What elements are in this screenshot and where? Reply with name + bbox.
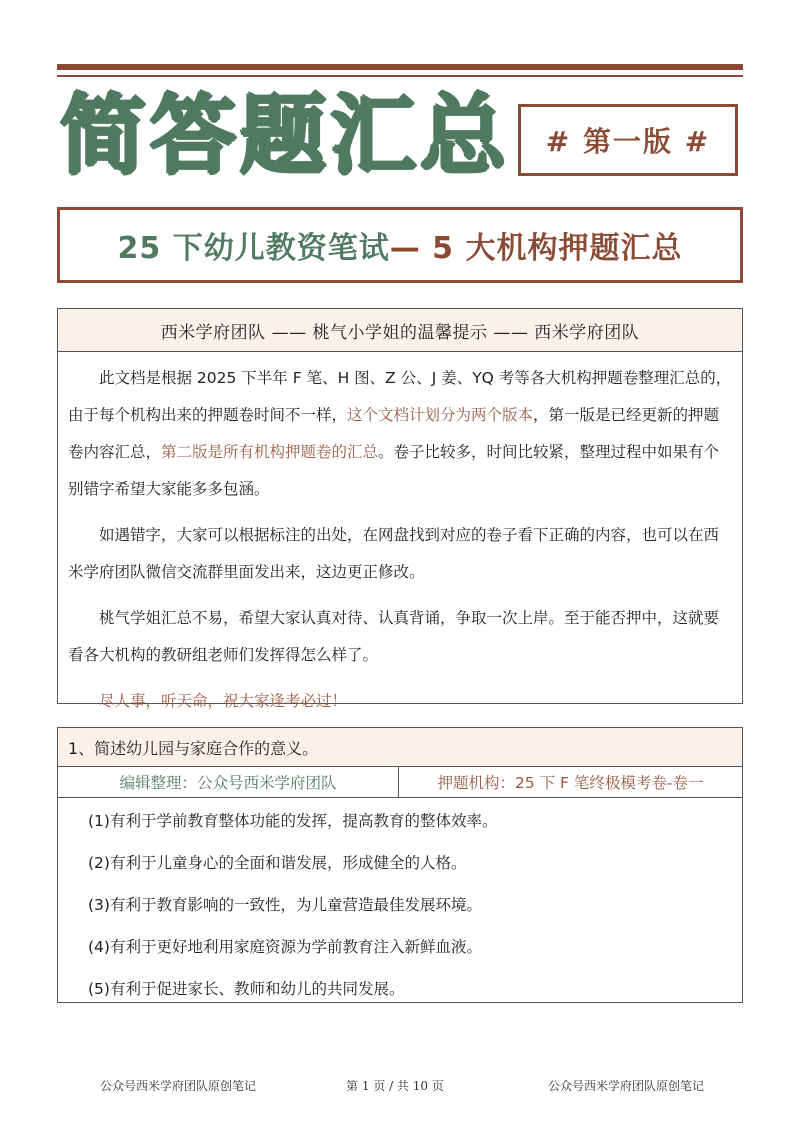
- question-panel-1: [57, 727, 743, 1003]
- page-title: 简答题汇总: [60, 86, 510, 186]
- tips-paragraph-1: [68, 360, 732, 508]
- subtitle-part2: — 5 大机构押题汇总: [389, 231, 683, 266]
- tips-heading: 西米学府团队 —— 桃气小学姐的温馨提示 —— 西米学府团队: [58, 309, 742, 352]
- page-number: 第 1 页 / 共 10 页: [346, 1079, 444, 1093]
- top-rule-thin: [57, 75, 743, 77]
- answer-item: (1)有利于学前教育整体功能的发挥，提高教育的整体效率。: [88, 812, 498, 830]
- subtitle-part1: 25 下幼儿教资笔试: [117, 231, 390, 266]
- tips-p1-highlight-a: 这个文档计划分为两个版本: [347, 406, 534, 424]
- footer-right: 公众号西米学府团队原创笔记: [548, 1079, 705, 1093]
- question-source: 押题机构：25 下 F 笔终极模考卷-卷一: [437, 774, 704, 792]
- subtitle-banner: [57, 207, 743, 283]
- question-meta-row: [58, 767, 742, 798]
- tips-body: [58, 352, 742, 720]
- page-footer: [0, 1077, 800, 1097]
- answer-item: (2)有利于儿童身心的全面和谐发展，形成健全的人格。: [88, 854, 467, 872]
- edition-badge: # 第一版 #: [518, 104, 738, 176]
- answer-list: [58, 798, 742, 1010]
- answer-item: (3)有利于教育影响的一致性，为儿童营造最佳发展环境。: [88, 896, 482, 914]
- answer-item: (5)有利于促进家长、教师和幼儿的共同发展。: [88, 980, 405, 998]
- question-title: 1、简述幼儿园与家庭合作的意义。: [58, 728, 742, 767]
- footer-left: 公众号西米学府团队原创笔记: [100, 1079, 257, 1093]
- tips-p1-text-a: 此文档是根据 2025 下半年 F 笔、H 图、Z 公、J 姜、YQ 考等各大机构押题卷整理汇总的，由于每个机构出来的押题卷时间不一样，: [68, 369, 732, 424]
- tips-p1-highlight-b: 第二版是所有机构押题卷的汇总: [161, 443, 379, 461]
- tips-p1-text-b: ，第一版是已经更新的押题卷内容汇总，: [68, 406, 720, 461]
- tips-paragraph-3: 桃气学姐汇总不易，希望大家认真对待、认真背诵，争取一次上岸。至于能否押中，这就要看各大机构的教研组老师们发挥得怎么样了。: [68, 609, 720, 664]
- question-editor: 编辑整理：公众号西米学府团队: [58, 767, 399, 797]
- tips-panel: [57, 308, 743, 710]
- answer-item: (4)有利于更好地利用家庭资源为学前教育注入新鲜血液。: [88, 938, 482, 956]
- tips-closing: 尽人事，听天命，祝大家逢考必过！: [99, 692, 348, 710]
- tips-paragraph-2: 如遇错字，大家可以根据标注的出处，在网盘找到对应的卷子看下正确的内容，也可以在西米学府团队微信交流群里面发出来，这边更正修改。: [68, 526, 720, 581]
- top-rule-thick: [57, 64, 743, 70]
- tips-p1-text-c: 。卷子比较多，时间比较紧，整理过程中如果有个别错字希望大家能多多包涵。: [68, 443, 720, 498]
